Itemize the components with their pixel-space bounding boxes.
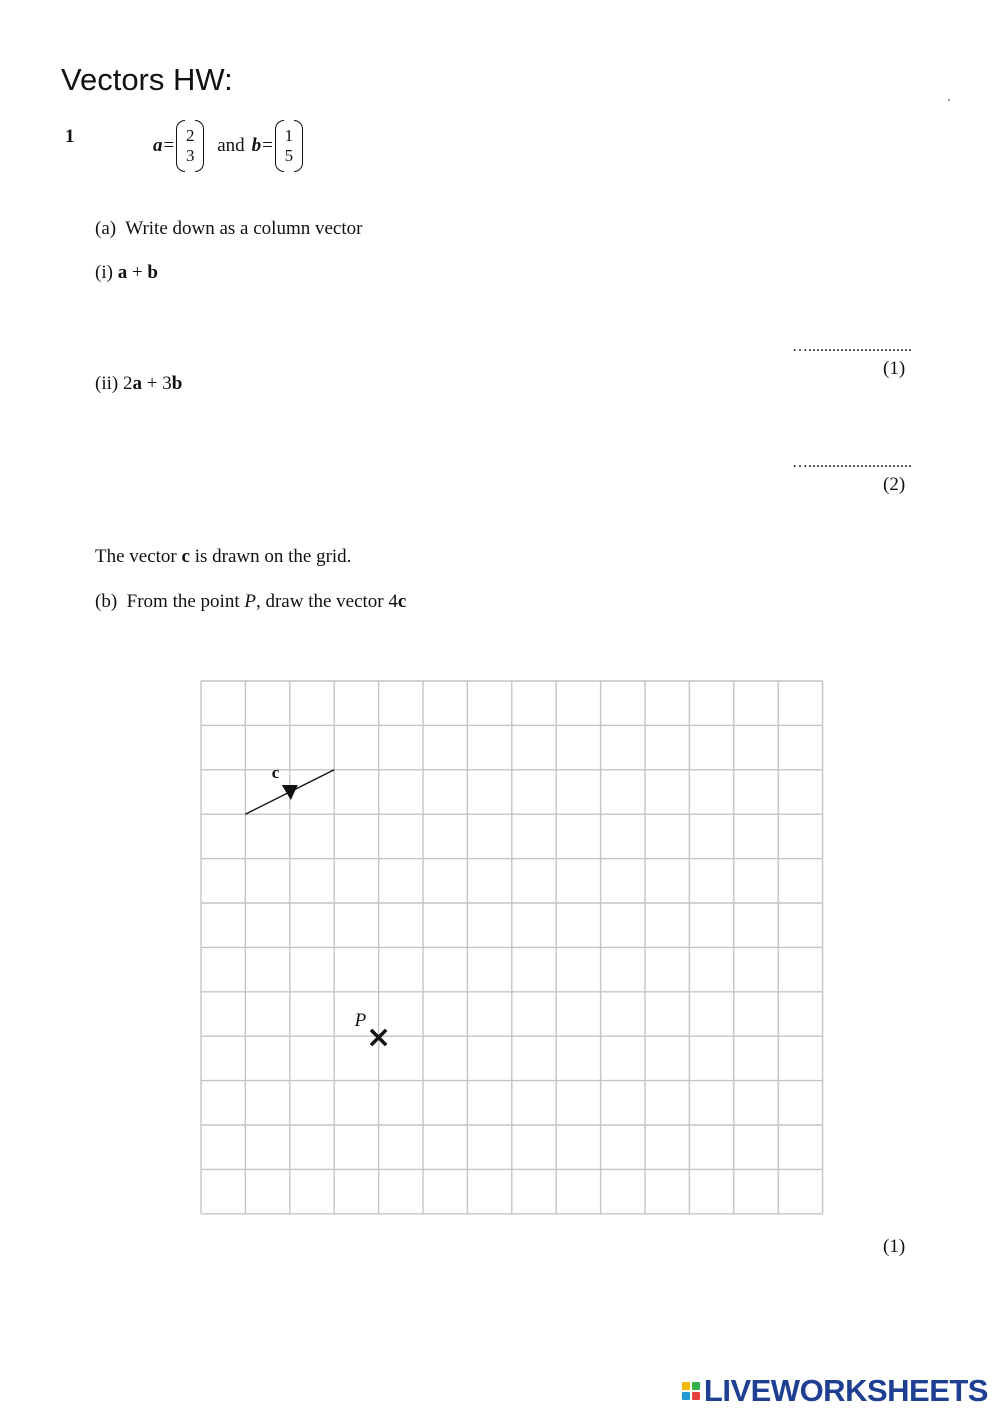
vector-b-column — [274, 119, 304, 173]
intro-before: The vector — [95, 546, 177, 567]
conjunction-text: and — [217, 135, 245, 156]
part-a-prompt — [95, 218, 362, 240]
part-a-text: Write down as a column vector — [125, 218, 363, 239]
part-b-label: (b) — [95, 591, 118, 612]
logo-icon — [682, 1382, 700, 1400]
part-a-i-label: (i) — [95, 262, 113, 283]
vector-b-bottom: 5 — [284, 146, 294, 165]
vector-c-arrowhead — [282, 785, 298, 800]
part-a-i-prompt — [95, 262, 158, 284]
logo-tile — [692, 1382, 700, 1390]
part-b-prompt — [95, 591, 406, 613]
plus-sign: + — [146, 373, 158, 394]
point-p-marker: × — [366, 1020, 392, 1056]
point-p-label: P — [354, 1010, 367, 1032]
liveworksheets-logo — [682, 1373, 988, 1409]
part-a-ii-prompt — [95, 373, 182, 395]
equals-sign: = — [163, 135, 175, 156]
part-a-ii-label: (ii) — [95, 373, 119, 394]
vector-b-name: b — [251, 135, 262, 156]
page-speck — [948, 99, 950, 101]
answer-line-ii[interactable]: ….......................... — [792, 454, 912, 471]
vector-c-name: c — [181, 546, 190, 567]
vector-a-top: 2 — [185, 126, 195, 145]
answer-line-i[interactable]: ….......................... — [792, 338, 912, 355]
vector-grid[interactable] — [195, 675, 830, 1220]
part-b-text-before: From the point — [126, 591, 240, 612]
plus-sign: + — [131, 262, 143, 283]
logo-tile — [682, 1382, 690, 1390]
part-b-text-middle: , draw the vector 4 — [255, 591, 398, 612]
vector-c-intro — [95, 546, 351, 568]
term-a: a — [117, 262, 128, 283]
question-number: 1 — [65, 126, 75, 147]
logo-tile — [692, 1392, 700, 1400]
logo-text: LIVEWORKSHEETS — [703, 1373, 988, 1408]
marks-b: (1) — [883, 1236, 906, 1257]
marks-ii: (2) — [883, 474, 906, 495]
vector-c-name: c — [397, 591, 407, 612]
logo-tile — [682, 1392, 690, 1400]
equals-sign: = — [262, 135, 273, 156]
vector-c-label: c — [271, 763, 280, 782]
coef-3: 3 — [162, 373, 172, 394]
part-a-label: (a) — [95, 218, 117, 239]
marks-i: (1) — [883, 358, 906, 379]
point-p-name: P — [244, 591, 256, 612]
grid-lines — [201, 681, 823, 1214]
vector-definitions — [153, 116, 304, 176]
intro-after: is drawn on the grid. — [194, 546, 352, 567]
term-b: b — [147, 262, 158, 283]
coef-2: 2 — [122, 373, 133, 394]
term-b: b — [171, 373, 183, 394]
page-title: Vectors HW: — [61, 62, 233, 97]
vector-a-bottom: 3 — [185, 146, 195, 165]
vector-a-column — [175, 119, 205, 173]
term-a: a — [132, 373, 142, 394]
vector-b-top: 1 — [284, 126, 294, 145]
vector-a-name: a — [153, 135, 163, 156]
